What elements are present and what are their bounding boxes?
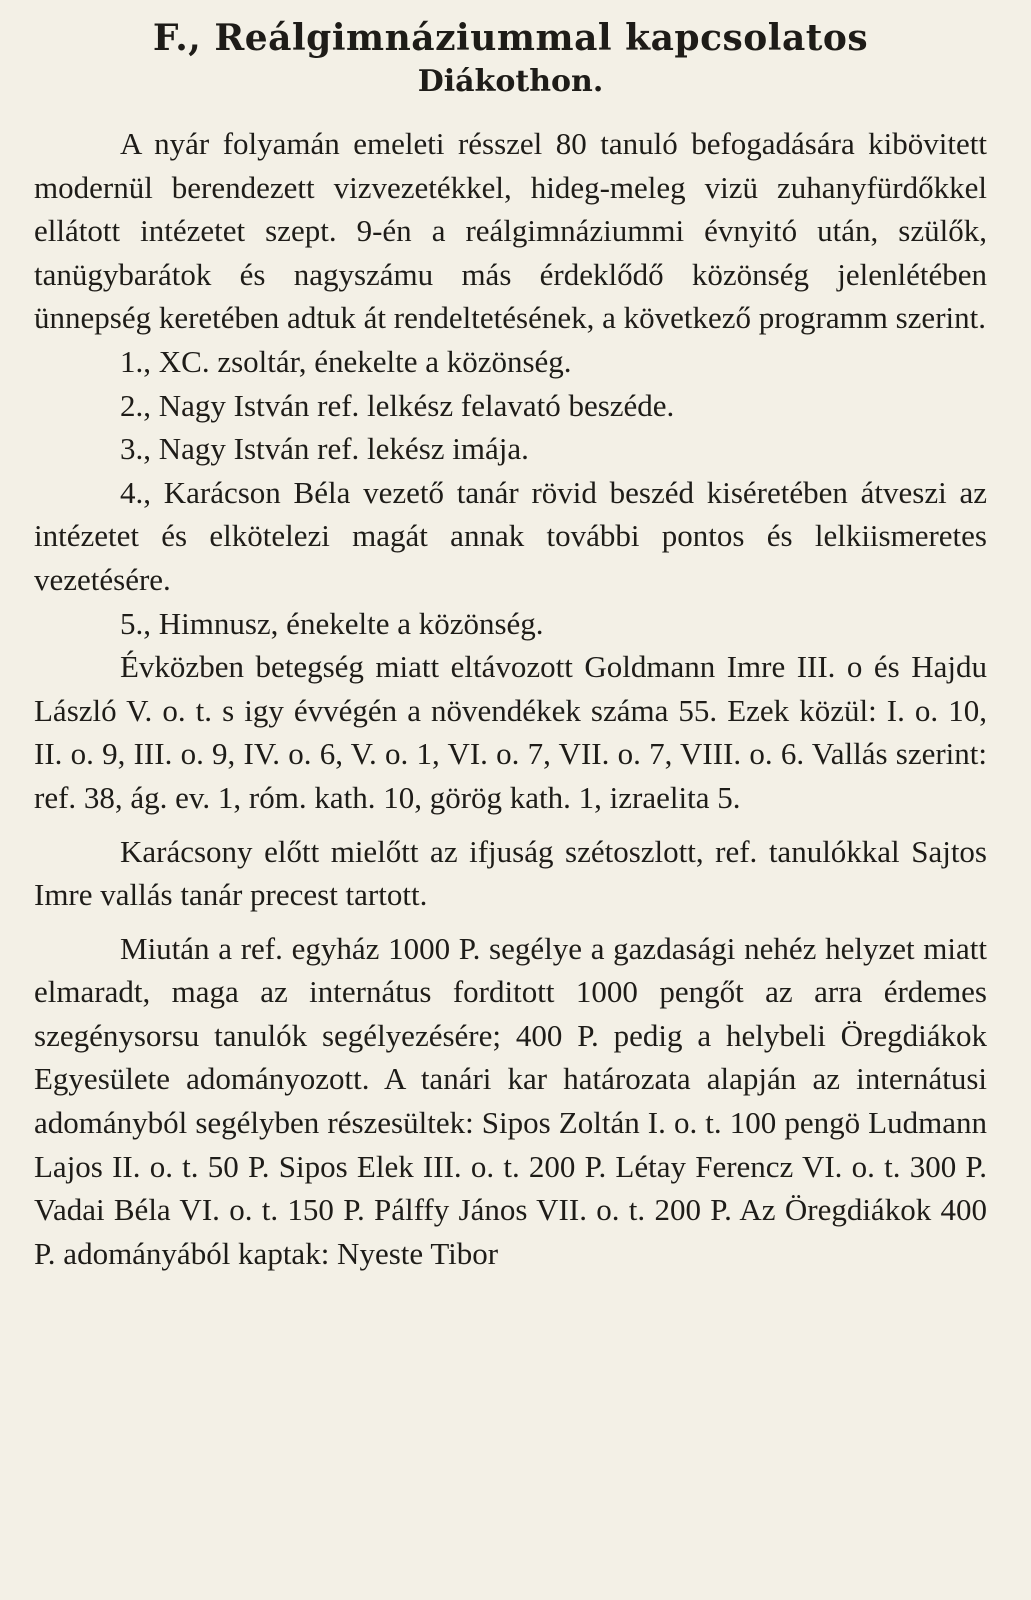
section-title: F., Reálgimnáziummal kapcsolatos [152, 17, 869, 59]
program-item: 2., Nagy István ref. lelkész felavató beszéde. [120, 387, 675, 423]
christmas-paragraph: Karácsony előtt mielőtt az ifjuság szétoszlott, ref. tanulókkal Sajtos Imre vallás tanár precest tartott. [34, 833, 987, 913]
section-subtitle: Diákothon. [417, 64, 604, 99]
aid-paragraph: Miután a ref. egyház 1000 P. segélye a gazdasági nehéz helyzet miatt elmaradt, maga az internátus forditott 1000 pengőt az arra érdemes szegénysorsu tanulók segélyezésére; 400 P. pedig a helybeli Öregdiákok Egyesülete adományozott. A tanári kar határozata alapján az internátusi adományból segélyben részesültek: Sipos Zoltán I. o. t. 100 pengö Ludmann Lajos II. o. t. 50 P. Sipos Elek III. o. t. 200 P. Létay Ferencz VI. o. t. 300 P. Vadai Béla VI. o. t. 150 P. Pálffy János VII. o. t. 200 P. Az Öregdiákok 400 P. adományából kaptak: Nyeste Tibor [34, 930, 987, 1271]
program-list [34, 340, 987, 645]
program-item: 5., Himnusz, énekelte a közönség. [120, 605, 544, 641]
program-item: 1., XC. zsoltár, énekelte a közönség. [120, 343, 572, 379]
document-body [34, 122, 987, 1275]
program-item: 4., Karácson Béla vezető tanár rövid beszéd kiséretében átveszi az intézetet és elkötelezi magát annak további pontos és lelkiismeretes vezetésére. [34, 474, 987, 597]
intro-paragraph: A nyár folyamán emeleti résszel 80 tanuló befogadására kibövitett modernül berendezett vizvezetékkel, hideg-meleg vizü zuhanyfürdőkkel ellátott intézetet szept. 9-én a reálgimnáziummi évnyitó után, szülők, tanügybarátok és nagyszámu más érdeklődő közönség jelenlétében ünnepség keretében adtuk át rendeltetésének, a következő programm szerint. [34, 126, 987, 336]
program-item: 3., Nagy István ref. lekész imája. [120, 431, 529, 467]
stats-paragraph: Évközben betegség miatt eltávozott Goldmann Imre III. o és Hajdu László V. o. t. s igy évvégén a növendékek száma 55. Ezek közül: I. o. 10, II. o. 9, III. o. 9, IV. o. 6, V. o. 1, VI. o. 7, VII. o. 7, VIII. o. 6. Vallás szerint: ref. 38, ág. ev. 1, róm. kath. 10, görög kath. 1, izraelita 5. [34, 649, 987, 815]
